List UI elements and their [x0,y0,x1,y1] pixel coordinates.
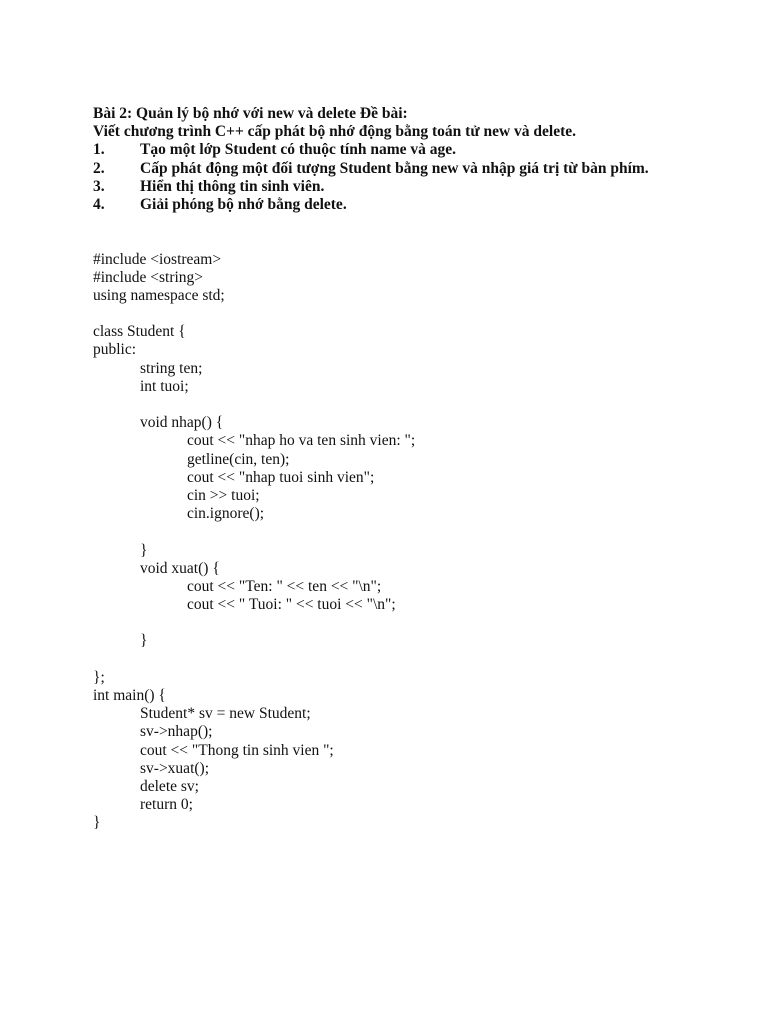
code-blank-line [93,614,693,632]
code-line: } [140,632,148,650]
task-item [93,160,693,178]
code-block [93,251,693,833]
code-line: } [93,814,101,832]
code-blank-line [93,396,693,414]
code-line: cout << "nhap tuoi sinh vien"; [187,468,375,486]
code-line: sv->xuat(); [140,759,210,777]
exercise-title: Bài 2: Quản lý bộ nhớ với new và delete Đề bài: [93,105,408,122]
code-line: public: [93,341,137,359]
code-line: } [140,541,148,559]
code-line: using namespace std; [93,286,225,304]
code-line: cout << " Tuoi: " << tuoi << "\n"; [187,596,396,614]
code-line: cin >> tuoi; [187,486,260,504]
task-number: 4. [93,195,105,213]
task-item [93,196,693,214]
code-line: delete sv; [140,777,199,795]
task-item [93,178,693,196]
code-line: class Student { [93,323,186,341]
code-line: int tuoi; [140,377,189,395]
spacer [93,214,693,250]
task-number: 2. [93,159,105,177]
code-line: #include <string> [93,268,204,286]
code-line: cout << "nhap ho va ten sinh vien: "; [187,432,416,450]
exercise-description: Viết chương trình C++ cấp phát bộ nhớ động bằng toán tử new và delete. [93,123,577,141]
task-text: Cấp phát động một đối tượng Student bằng new và nhập giá trị từ bàn phím. [140,159,649,177]
code-line: sv->nhap(); [140,723,213,741]
code-line: cout << "Thong tin sinh vien "; [140,741,334,759]
task-text: Giải phóng bộ nhớ bằng delete. [140,195,347,213]
code-blank-line [93,523,693,541]
code-blank-line [93,305,693,323]
task-item [93,141,693,159]
task-text: Tạo một lớp Student có thuộc tính name và age. [140,141,457,159]
code-line: return 0; [140,796,193,814]
code-line: getline(cin, ten); [187,450,290,468]
code-line: int main() { [93,687,166,705]
code-line: string ten; [140,359,203,377]
code-line: void nhap() { [140,414,224,432]
code-line: Student* sv = new Student; [140,705,311,723]
code-line: void xuat() { [140,559,220,577]
task-number: 3. [93,177,105,195]
code-blank-line [93,651,693,669]
code-line: cout << "Ten: " << ten << "\n"; [187,577,382,595]
task-number: 1. [93,141,105,159]
code-line: }; [93,668,105,686]
task-text: Hiển thị thông tin sinh viên. [140,177,325,195]
document-content [93,105,693,833]
code-line: cin.ignore(); [187,505,265,523]
code-line: #include <iostream> [93,250,222,268]
